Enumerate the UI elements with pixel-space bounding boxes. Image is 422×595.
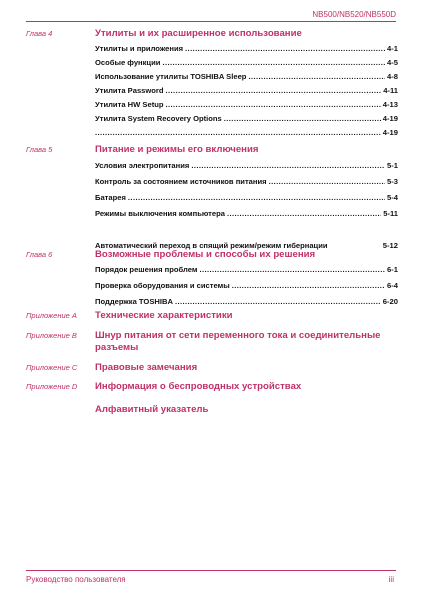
toc-entry[interactable] [95,263,398,277]
toc-section-appendix-b [26,330,398,354]
toc-entry[interactable] [95,191,398,205]
toc-entry-page: 4-1 [387,44,398,53]
toc-section-chapter-5 [26,144,398,253]
toc-entry-text: Проверка оборудования и системы [95,281,230,290]
toc-entry-text: Контроль за состоянием источников питания [95,177,267,186]
leader-dots [95,126,381,140]
toc-section-appendix-d [26,381,398,393]
toc-entry-page: 4-5 [387,58,398,67]
toc-entry-text: Автоматический переход в спящий режим/режим гибернации [95,241,328,250]
toc-entry-text: Режимы выключения компьютера [95,209,225,218]
toc-section-index [26,404,398,416]
toc-entries [95,263,398,309]
leader-dots [199,263,385,277]
toc-entry[interactable] [95,175,398,189]
toc-entry-text: Утилита Password [95,86,164,95]
leader-dots [166,84,382,98]
leader-dots [227,207,381,221]
toc-entry-text: Утилиты и приложения [95,44,184,53]
section-label: Приложение C [26,363,78,372]
leader-dots [269,175,385,189]
section-title[interactable]: Технические характеристики [95,310,233,321]
toc-entry[interactable] [95,112,398,126]
toc-entry-page: 4-11 [383,86,398,95]
toc-entry-text: Батарея [95,193,126,202]
leader-dots [175,295,381,309]
toc-entry[interactable] [95,207,398,221]
toc-entry[interactable] [95,42,398,56]
toc-entry-text: Использование утилиты TOSHIBA Sleep [95,72,247,81]
section-label: Глава 6 [26,250,53,259]
section-title[interactable]: Алфавитный указатель [95,404,209,415]
leader-dots [224,112,381,126]
section-title[interactable]: Информация о беспроводных устройствах [95,381,302,392]
toc-entry-text: Утилита System Recovery Options [95,114,222,123]
toc-entry-page: 6-4 [387,281,398,290]
toc-entry-page: 4-19 [382,114,398,123]
toc-entry[interactable] [95,56,398,70]
section-title[interactable]: Утилиты и их расширенное использование [95,28,302,39]
toc-section-appendix-a [26,310,398,322]
section-title[interactable]: Шнур питания от сети переменного тока и соединительные разъемы [95,330,381,353]
toc-entry-page: 4-13 [382,100,398,109]
leader-dots [232,279,385,293]
section-label: Глава 4 [26,29,53,38]
section-label: Глава 5 [26,145,53,154]
toc-entry[interactable] [95,70,398,84]
toc-entry-text: Поддержка TOSHIBA [95,297,173,306]
toc-entry-page: 4-19 [382,128,398,137]
toc-section-chapter-6 [26,249,398,309]
toc-entry-page: 5-1 [387,161,398,170]
leader-dots [248,70,385,84]
toc-entry-page: 5-12 [382,241,398,250]
toc-entry-page: 4-8 [387,72,398,81]
leader-dots [185,42,385,56]
page-number: iii [388,575,394,584]
toc-entry-text: Утилита HW Setup [95,100,164,109]
toc-entry[interactable] [95,126,398,140]
leader-dots [128,191,385,205]
section-title[interactable]: Правовые замечания [95,362,198,373]
section-title[interactable]: Возможные проблемы и способы их решения [95,249,316,260]
section-title[interactable]: Питание и режимы его включения [95,144,259,155]
page-header-title: NB500/NB520/NB550D [312,10,396,19]
toc-entry-text: Условия электропитания [95,161,190,170]
toc-entry-page: 5-4 [387,193,398,202]
toc-entry-page: 5-3 [387,177,398,186]
section-label: Приложение B [26,331,77,340]
section-label: Приложение D [26,382,78,391]
toc-entry[interactable] [95,159,398,173]
header-rule [26,21,396,22]
toc-entry-page: 6-20 [382,297,398,306]
toc-entry[interactable] [95,98,398,112]
toc-entry-page: 5-11 [383,209,398,218]
toc-entry-text: Особые функции [95,58,161,67]
toc-entry[interactable] [95,279,398,293]
toc-entries [95,42,398,140]
toc-entry-text: Порядок решения проблем [95,265,198,274]
leader-dots [191,159,385,173]
footer-rule [26,570,396,571]
toc-entry[interactable] [95,84,398,98]
toc-section-appendix-c [26,362,398,374]
leader-dots [162,56,385,70]
toc-entry-page: 6-1 [387,265,398,274]
toc-entries [95,159,398,253]
toc-entry[interactable] [95,295,398,309]
section-label: Приложение A [26,311,77,320]
toc-section-chapter-4 [26,28,398,140]
footer-title: Руководство пользователя [26,575,126,584]
leader-dots [166,98,381,112]
